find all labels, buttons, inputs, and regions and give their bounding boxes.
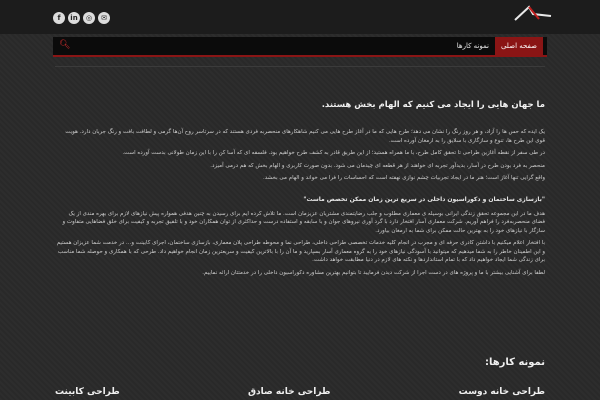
paragraph: لطفا برای آشنایی بیشتر با ما و پروژه های در دست اجرا از شرکت دیدن فرمایید تا بتوانیم بهترین مشاوره دکوراسیون داخلی را در خدمتتان ارائه نماییم. <box>202 269 545 276</box>
paragraph: هدف ما در این مجموعه تحقق زندگی ایرانی بوسیله ی معماری مطلوب و جلب رضایتمندی مشتریان عزیزمان است. ما تلاش کرده ایم برای رسیدن به چنین هدفی همواره پیش نیازهای لازم برای بهره مندی از یک فضای منحصربه‌فرد را فراهم آوریم. شرکت معماری آسار افتخار دارد با گرد آوری نیروهای جوان و با سابقه و استفاده درست و حداکثری از توان همکاران خود و با تلفیق تجربه و کیفیت برای خلق فضاهایی متفاوت و سازگار با نیازهای خود را به بهترین حالت ممکن برای شما به ارمغان بیاورد. <box>62 210 545 234</box>
portfolio-heading: نمونه کارها: <box>484 357 545 368</box>
paragraph: منحصر به فرد بودن طرح در آسار، بدیدآور تجربه ای خواهند از هر قطعه ای چیدمان می شود. بدون صورت کاربری و الهام بخش که هم درمی آمیزد. <box>210 162 545 169</box>
section-subtitle: "بازسازی ساختمان و دکوراسیون داخلی در سریع ترین زمان ممکن تخصص ماست" <box>303 195 545 203</box>
paragraph: با افتخار اعلام میکنیم با داشتن کادری حرفه ای و مجرب در انجام کلیه خدمات تخصصی طراحی داخلی، طراحی نما و محوطه طراحی پلان معماری، بازسازی ساختمان، اجرای کابینت و… در خدمت شما عزیزان هستیم و این اطمینان خاطر را به شما میدهیم که میتوانید با آسودگی نیازهای خود را به گروه معماری آسار بسپارید و ما آن را با بالاترین کیفیت و سریعترین زمان انجام خواهیم داد. طرحی که با همکاری و حوصله شما مناسب برای زندگی شما ایجاد خواهیم داد که با تمام استانداردها و نکته های لازم در دنیا مطابقت خواهد داشت. <box>56 240 545 263</box>
portfolio-list <box>55 387 545 397</box>
paragraph: در طی سفر از نقطه آغازین طراحی تا تحقق کامل طرح، با ما همراه هستید؛ از این طریق قادر به کشف طرح خواهیم بود. فلسفه ای که آسا کن را با این زمان طولانی بدست آورده است. <box>122 150 545 156</box>
search-icon[interactable]: 🔍︎ <box>59 40 71 50</box>
top-bar <box>0 0 600 34</box>
portfolio-item[interactable]: طراحی خانه صادق <box>247 387 331 397</box>
nav-item-portfolio[interactable]: نمونه کارها <box>456 42 489 50</box>
paragraph: واقع گرایی تنها آغاز است؛ هنر ما در ایجاد تجربیات چشم نوازی نهفته است که احساسات را فرا می خواند و الهام می بخشد. <box>263 175 545 181</box>
social-links <box>53 12 110 24</box>
main-content <box>55 100 545 281</box>
nav-item-home[interactable]: صفحه اصلی <box>495 37 543 55</box>
logo[interactable] <box>513 4 553 22</box>
facebook-icon[interactable]: f <box>53 12 65 24</box>
email-icon[interactable]: ✉ <box>98 12 110 24</box>
main-nav <box>53 37 547 57</box>
linkedin-icon[interactable]: in <box>68 12 80 24</box>
page-title: ما جهان هایی را ایجاد می کنیم که الهام بخش هستند. <box>321 100 545 110</box>
portfolio-item[interactable]: طراحی خانه دوست <box>458 387 545 397</box>
portfolio-item[interactable]: طراحی کابینت <box>55 387 120 397</box>
divider <box>55 66 545 67</box>
nav-menu <box>451 37 543 55</box>
instagram-icon[interactable]: ◎ <box>83 12 95 24</box>
paragraph: یک ایده که حس ها را آزاد، و هر روز رنگ را نشان می دهد؛ طرح هایی که ما در آغاز طرح هایی می کنیم شاهکارهای منحصربه فردی هستند که در سرتاسر روح آن‌ها گرمی و لطافت بافت و رنگ جریان دارد. هویت قوی این طرح ها، تنوع و سازگاری با سلایق را به ارمغان آورده است. <box>65 129 545 144</box>
